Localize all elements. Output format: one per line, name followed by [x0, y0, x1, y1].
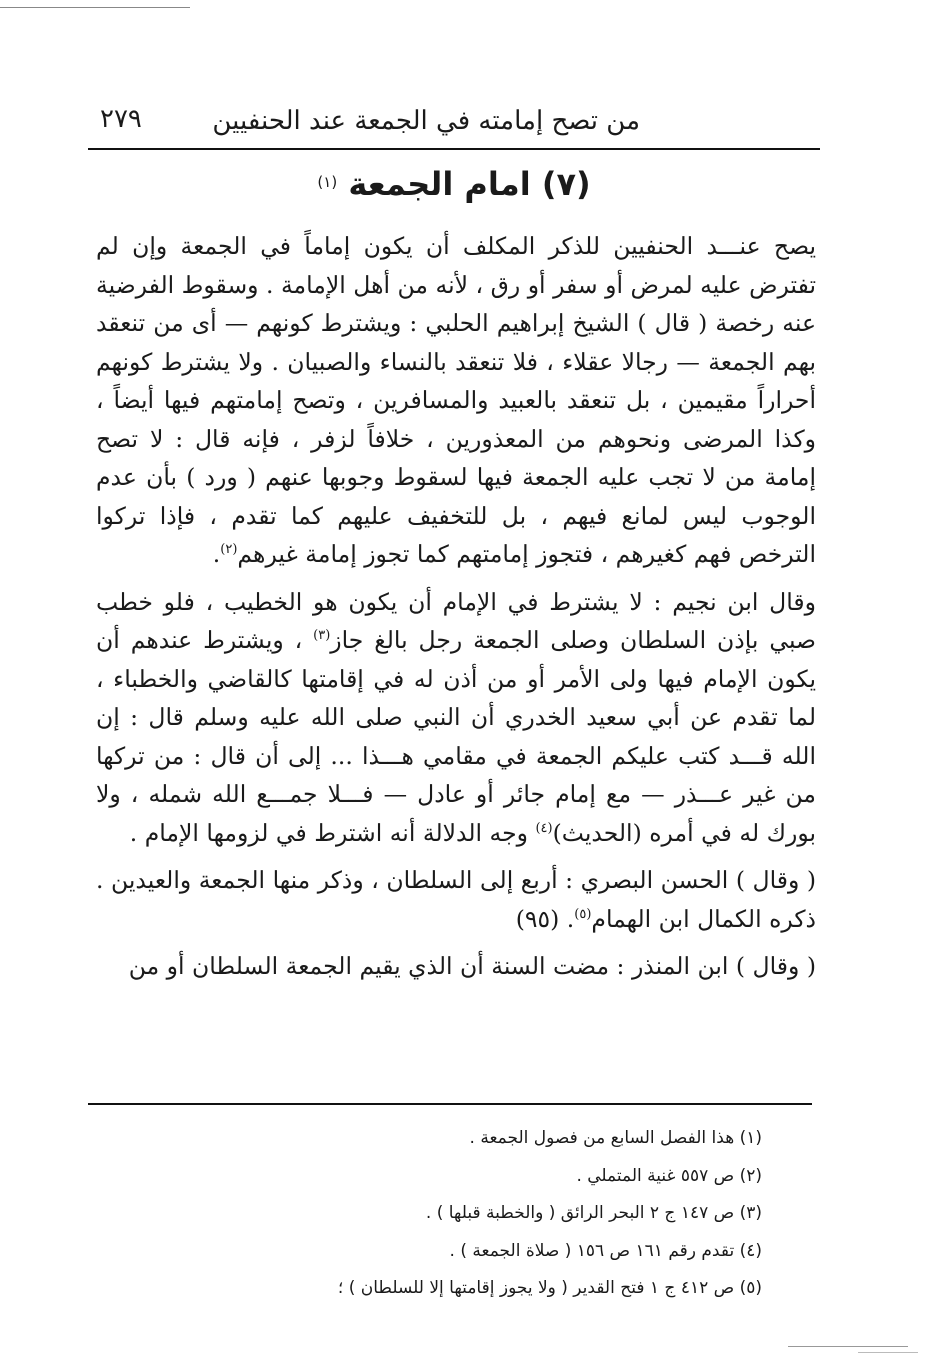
scan-edge-line	[0, 7, 190, 8]
paragraph-text: . (٩٥)	[515, 904, 575, 933]
paragraph-text: وجه الدلالة أنه اشترط في لزومها الإمام .	[129, 818, 536, 847]
footnote-reference: (٢)	[220, 542, 238, 558]
footnotes	[150, 1120, 762, 1308]
page-number: ٢٧٩	[100, 104, 142, 134]
running-header	[88, 100, 820, 146]
footnote-reference: (٣)	[313, 628, 331, 644]
scan-edge-line	[858, 1352, 918, 1353]
footnote-reference: (٤)	[535, 820, 553, 836]
footnote-reference: (٥)	[574, 906, 592, 922]
body-paragraph	[96, 227, 816, 574]
paragraph-text: .	[212, 540, 221, 568]
footnote-item: (٤) تقدم رقم ١٦١ ص ١٥٦ ( صلاة الجمعة ) .	[449, 1240, 762, 1261]
paragraph-text: ، ويشترط عندهم أن يكون الإمام فيها ولى الأمر أو من أذن له في إقامتها كالقاضي والخطباء ، لما تقدم عن أبي سعيد الخدري أن النبي صلى الله عليه وسلم قال : إن الله قـــد كتب عليكم الجمعة في مقامي هـــذا ... إلى أن قال : من تركها من غير عـــذر — مع إمام جائر أو عادل — فـــلا جمـــع الله شمله ، ولا بورك له في أمره (الحديث)	[96, 626, 816, 847]
paragraph-text: يصح عنـــد الحنفيين للذكر المكلف أن يكون إماماً في الجمعة وإن لم تفترض عليه لمرض أو سفر أو رق ، لأنه من أهل الإمامة . وسقوط الفرضية عنه رخصة ( قال ) الشيخ إبراهيم الحلبي : ويشترط كونهم — أى من تنعقد بهم الجمعة — رجالا عقلاء ، فلا تنعقد بالنساء والصبيان . ولا يشترط كونهم أحراراً مقيمين ، بل تنعقد بالعبيد والمسافرين ، وتصح إمامتهم فيها أيضاً ، وكذا المرضى ونحوهم من المعذورين ، خلافاً لزفر ، فإنه قال : لا تصح إمامة من لا تجب عليه الجمعة فيها لسقوط وجوبها عنهم ( ورد ) بأن عدم الوجوب ليس لمانع فيهم ، بل للتخفيف عليهم كما تقدم ، فإذا تركوا الترخص فهم كغيرهم ، فتجوز إمامتهم كما تجوز إمامة غيرهم	[96, 232, 816, 568]
chapter-title-text: (٧) امام الجمعة	[348, 165, 591, 203]
paragraph-text: وقال ابن نجيم : لا يشترط في الإمام أن يكون هو الخطيب ، فلو خطب صبي بإذن السلطان وصلى الجمعة رجل بالغ جاز	[96, 587, 816, 654]
chapter-footnote-ref: (١)	[317, 173, 338, 191]
running-title: من تصح إمامته في الجمعة عند الحنفيين	[212, 106, 640, 136]
body-paragraph	[96, 861, 816, 938]
paragraph-text: ( وقال ) ابن المنذر : مضت السنة أن الذي يقيم الجمعة السلطان أو من	[128, 952, 816, 980]
footnote-item: (٣) ص ١٤٧ ج ٢ البحر الرائق ( والخطبة قبلها ) .	[425, 1203, 762, 1223]
footnote-rule	[88, 1103, 812, 1105]
body-text	[96, 227, 816, 986]
scan-edge-line	[788, 1346, 908, 1347]
footnote-item: (١) هذا الفصل السابع من فصول الجمعة .	[469, 1128, 762, 1148]
body-paragraph	[96, 947, 816, 986]
body-paragraph	[96, 583, 816, 853]
footnote-item: (٢) ص ٥٥٧ غنية المتملي .	[576, 1165, 762, 1186]
footnote-item: (٥) ص ٤١٢ ج ١ فتح القدير ( ولا يجوز إقامتها إلا للسلطان ) ؛	[337, 1278, 762, 1298]
paragraph-text: ( وقال ) الحسن البصري : أربع إلى السلطان ، وذكر منها الجمعة والعيدين . ذكره الكمال ابن الهمام	[96, 866, 816, 933]
chapter-heading	[88, 162, 820, 206]
header-rule	[88, 148, 820, 150]
